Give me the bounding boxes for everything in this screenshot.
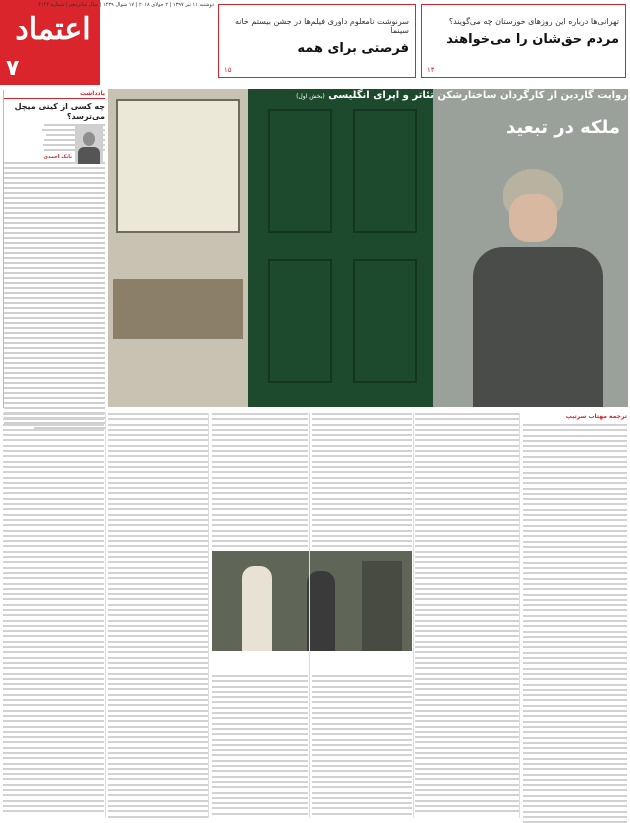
teaser-title: فرصتی برای همه: [297, 41, 409, 56]
hero-room: [108, 89, 248, 407]
door-panel: [353, 109, 417, 233]
hero-table: [113, 279, 243, 339]
teaser-title: مردم حق‌شان را می‌خواهند: [446, 32, 619, 47]
column-divider: [309, 413, 310, 818]
column-text: [312, 413, 412, 547]
author-photo-body: [78, 147, 100, 164]
person-torso: [473, 247, 603, 407]
article-column: [212, 413, 308, 548]
page-number: ۷: [6, 56, 20, 81]
sidebar-column: [3, 90, 105, 408]
inset-background: [362, 561, 402, 651]
translator-credit: ترجمه مهتاب سرتیپ: [565, 413, 627, 420]
door-panel: [268, 109, 332, 233]
column-text: [212, 675, 308, 815]
column-text: [212, 413, 308, 547]
column-text: [312, 675, 412, 815]
feature-kicker-tag: (بخش اول): [296, 93, 325, 100]
column-divider: [105, 413, 106, 818]
article-column: [108, 413, 208, 818]
article-column: [415, 413, 519, 818]
hero-door: [248, 89, 438, 407]
teaser-page: ۱۵: [224, 66, 232, 74]
inset-photo: [212, 551, 412, 651]
article-column: [312, 413, 412, 548]
door-panel: [268, 259, 332, 383]
teaser-kicker: تهرانی‌ها درباره این روزهای خوزستان چه می‌گویند؟: [448, 17, 619, 26]
author-photo: [75, 126, 103, 164]
hero-window: [116, 99, 240, 233]
teaser-kicker: سرنوشت نامعلوم داوری فیلم‌ها در جشن بیستم خانه سینما: [234, 17, 409, 35]
article-column: [312, 675, 412, 818]
column-divider: [519, 413, 520, 818]
hero-person: [473, 169, 603, 407]
teaser-box[interactable]: [421, 4, 626, 78]
column-divider: [413, 413, 414, 818]
feature-kicker: [112, 90, 627, 101]
door-panel: [353, 259, 417, 383]
sidebar-author: بابک احمدی: [43, 154, 72, 160]
column-divider: [208, 413, 209, 818]
inset-figure-right: [307, 571, 335, 651]
column-text: [415, 413, 519, 812]
teaser-box[interactable]: [218, 4, 416, 78]
sidebar-title[interactable]: چه کسی از کیتی میچل می‌ترسد؟: [14, 102, 105, 121]
feature-kicker-text: روایت گاردین از کارگردان ساختارشکن تئاتر و اپرای انگلیسی: [328, 90, 627, 101]
section-label: یادداشت: [4, 90, 105, 99]
dateline: دوشنبه ۱۱ تیر ۱۳۹۷ | ۲ جولای ۲۰۱۸ | ۱۷ شوال ۱۴۳۹ | سال شانزدهم | شماره ۴۱۲۴: [38, 2, 214, 8]
article-column: [523, 413, 627, 818]
logo-text: اعتماد: [15, 12, 91, 47]
feature-title[interactable]: ملکه در تبعید: [505, 117, 620, 138]
column-text: [108, 413, 208, 818]
teaser-page: ۱۴: [427, 66, 435, 74]
author-photo-head: [83, 132, 95, 146]
person-face: [509, 194, 557, 242]
column-text: [3, 413, 104, 812]
column-text: [523, 424, 627, 823]
logo: [0, 0, 100, 85]
article-columns: [3, 413, 627, 818]
sidebar-body-text: [4, 162, 105, 429]
masthead: [0, 0, 630, 85]
inset-figure-left: [242, 566, 272, 651]
article-column: [212, 675, 308, 818]
article-column: [3, 413, 104, 818]
